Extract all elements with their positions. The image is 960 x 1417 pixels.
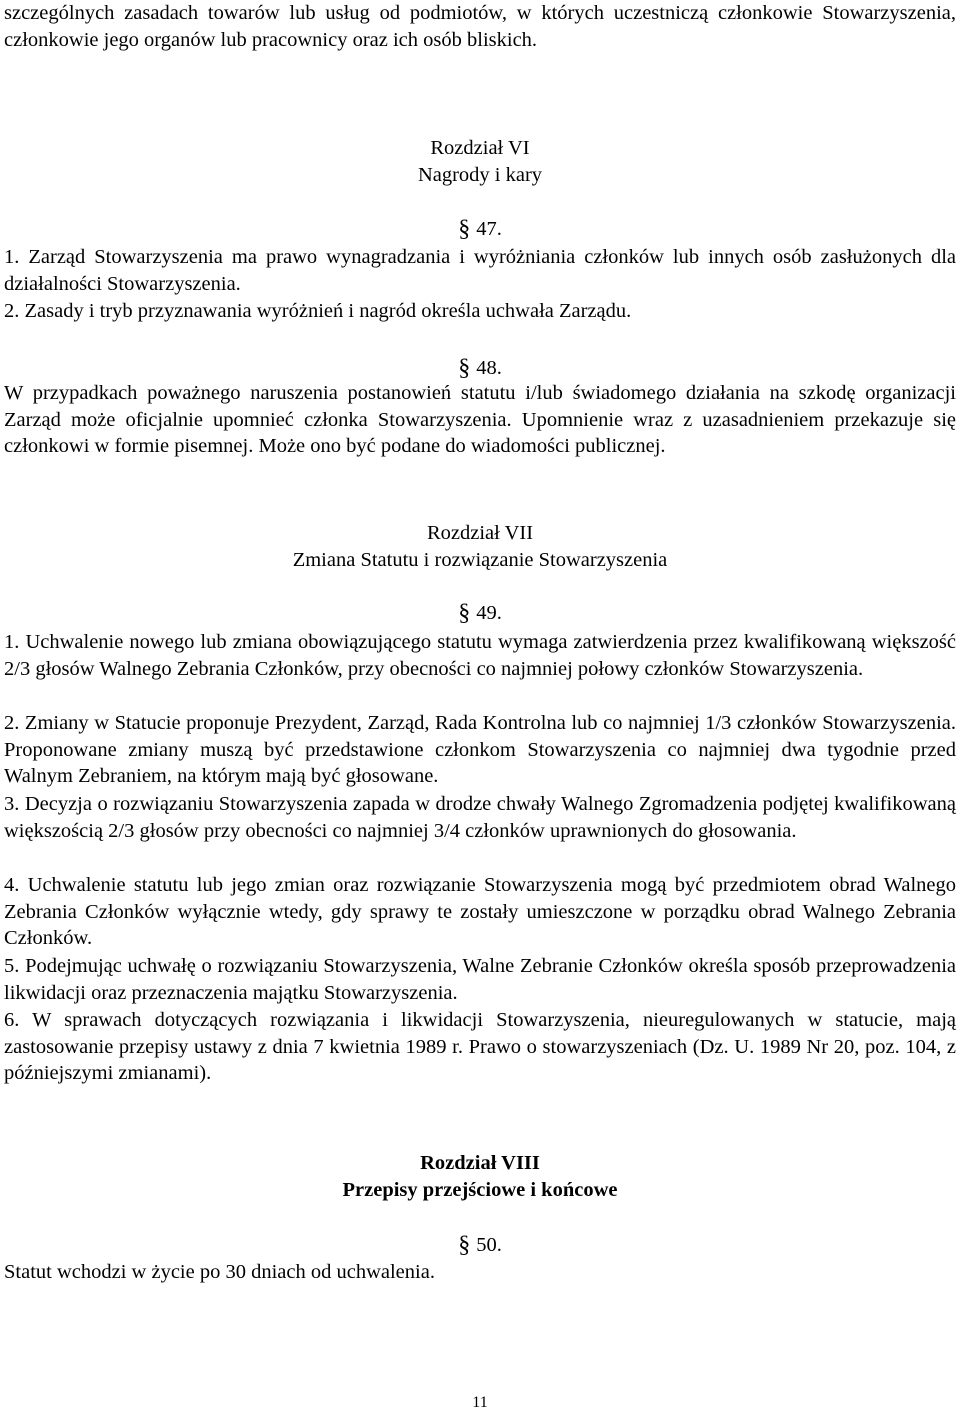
intro-fragment: szczególnych zasadach towarów lub usług od podmiotów, w których uczestniczą członkowie Stowarzyszenia, członkowie jego organów lub pracownicy oraz ich osób bliskich.: [4, 2, 956, 51]
section-47-paragraph-2: 2. Zasady i tryb przyznawania wyróżnień i nagród określa uchwała Zarządu.: [4, 300, 632, 322]
chapter-8-subtitle: Przepisy przejściowe i końcowe: [342, 1179, 618, 1201]
chapter-7-title: Rozdział VII: [426, 522, 534, 544]
section-49-paragraph-3: 3. Decyzja o rozwiązaniu Stowarzyszenia zapada w drodze chwały Walnego Zgromadzenia podjętej kwalifikowaną większością 2/3 głosów przy obecności co najmniej 3/4 członków uprawnionych do głosowania.: [4, 793, 956, 842]
section-50-paragraph-1: Statut wchodzi w życie po 30 dniach od uchwalenia.: [4, 1261, 435, 1283]
chapter-8-title: Rozdział VIII: [420, 1152, 540, 1174]
section-49-paragraph-1: 1. Uchwalenie nowego lub zmiana obowiązującego statutu wymaga zatwierdzenia przez kwalifikowaną większość 2/3 głosów Walnego Zebrania Członków, przy obecności co najmniej połowy członków Stowarzyszenia.: [4, 631, 956, 680]
section-47-heading: [0, 216, 960, 243]
section-symbol: §: [458, 355, 471, 381]
section-50-heading: [0, 1232, 960, 1259]
section-number: 50.: [476, 1234, 502, 1256]
chapter-7-subtitle: Zmiana Statutu i rozwiązanie Stowarzyszenia: [292, 549, 668, 571]
section-49-paragraph-2: 2. Zmiany w Statucie proponuje Prezydent, Zarząd, Rada Kontrolna lub co najmniej 1/3 członków Stowarzyszenia. Proponowane zmiany muszą być przedstawione członkom Stowarzyszenia co najmniej dwa tygodnie przed Walnym Zebraniem, na którym mają być głosowane.: [4, 712, 956, 787]
chapter-6-subtitle: Nagrody i kary: [417, 164, 543, 186]
section-49-heading: [0, 600, 960, 627]
section-49-paragraph-4: 4. Uchwalenie statutu lub jego zmian oraz rozwiązanie Stowarzyszenia mogą być przedmiotem obrad Walnego Zebrania Członków wyłącznie wtedy, gdy sprawy te zostały umieszczone w porządku obrad Walnego Zebrania Członków.: [4, 874, 956, 949]
section-symbol: §: [458, 600, 471, 626]
chapter-6-title: Rozdział VI: [430, 137, 530, 159]
section-49-paragraph-6: 6. W sprawach dotyczących rozwiązania i likwidacji Stowarzyszenia, nieuregulowanych w statucie, mają zastosowanie przepisy ustawy z dnia 7 kwietnia 1989 r. Prawo o stowarzyszeniach (Dz. U. 1989 Nr 20, poz. 104, z późniejszymi zmianami).: [4, 1009, 956, 1084]
section-number: 49.: [476, 602, 502, 624]
section-symbol: §: [458, 1232, 471, 1258]
page-number: 11: [472, 1394, 488, 1411]
section-symbol: §: [458, 216, 471, 242]
section-number: 47.: [476, 218, 502, 240]
section-49-paragraph-5: 5. Podejmując uchwałę o rozwiązaniu Stowarzyszenia, Walne Zebranie Członków określa sposób przeprowadzenia likwidacji oraz przeznaczenia majątku Stowarzyszenia.: [4, 955, 956, 1004]
section-48-heading: [0, 355, 960, 382]
section-48-paragraph-1: W przypadkach poważnego naruszenia postanowień statutu i/lub świadomego działania na szkodę organizacji Zarząd może oficjalnie upomnieć członka Stowarzyszenia. Upomnienie wraz z uzasadnieniem przekazuje się członkowi w formie pisemnej. Może ono być podane do wiadomości publicznej.: [4, 382, 956, 457]
section-number: 48.: [476, 357, 502, 379]
section-47-paragraph-1: 1. Zarząd Stowarzyszenia ma prawo wynagradzania i wyróżniania członków lub innych osób zasłużonych dla działalności Stowarzyszenia.: [4, 246, 956, 295]
